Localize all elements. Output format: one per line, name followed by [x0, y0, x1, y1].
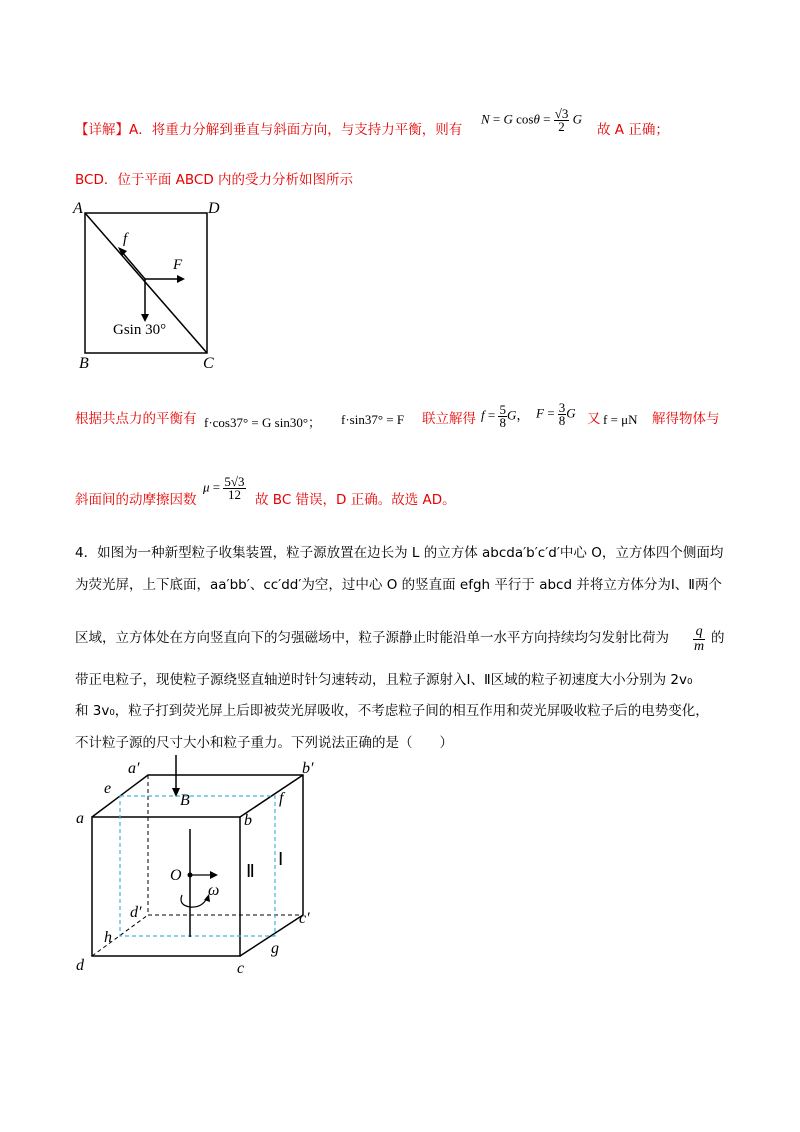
- q4-line-6: 不计粒子源的尺寸大小和粒子重力。下列说法正确的是（ ）: [75, 735, 453, 751]
- detail-line4-lead: 斜面间的动摩擦因数: [75, 492, 197, 508]
- detail-line3-tail: 解得物体与: [652, 411, 720, 427]
- ratio-q-over-m: [693, 625, 705, 654]
- eq-friction-law: f = μN: [603, 412, 638, 427]
- friction-arrow: [122, 252, 145, 279]
- label-a: A: [73, 200, 83, 217]
- emission-arrowhead: [210, 871, 218, 879]
- detail-line1-tail: 故 A 正确；: [597, 122, 669, 138]
- label-e: e: [104, 780, 112, 797]
- cube-diagram: [60, 755, 330, 980]
- label-h: h: [104, 929, 112, 946]
- formula-normal-force: N = G cosθ = $\frac{√3}{2}$ G: [481, 106, 583, 134]
- force-f-arrowhead: [177, 275, 185, 283]
- force-diagram: [65, 195, 235, 375]
- label-b-field: B: [180, 792, 190, 809]
- eq-f-solution: f = $\frac{5}{8}$ G，: [481, 402, 530, 430]
- label-f: f: [279, 790, 284, 807]
- label-f-large: F: [173, 257, 183, 273]
- ratio-den: m: [694, 639, 705, 654]
- detail-bracket: 【详解】: [75, 122, 129, 138]
- gravity-arrowhead: [141, 314, 149, 322]
- detail-line-1: [75, 120, 462, 140]
- label-gsin30: Gsin 30°: [113, 322, 167, 338]
- q4-line-5: 和 3v₀，粒子打到荧光屏上后即被荧光屏吸收，不考虑粒子间的相互作用和荧光屏吸收粒子后的电势变化，: [75, 703, 709, 719]
- label-c: C: [203, 355, 214, 372]
- detail-line3-mid: 联立解得: [422, 411, 476, 427]
- cube-top-back-edges: [92, 775, 303, 867]
- eq-mu-result: μ = $\frac{5√3}{12}$: [203, 474, 245, 502]
- q4-line-4: 带正电粒子，现使粒子源绕竖直轴逆时针匀速转动，且粒子源射入Ⅰ、Ⅱ区域的粒子初速度大小分别为 2v₀: [75, 672, 693, 688]
- detail-line1-lead: A．将重力分解到垂直与斜面方向，与支持力平衡，则有: [129, 122, 463, 138]
- label-a: a: [76, 810, 84, 827]
- detail-line3-mid2: 又: [587, 411, 601, 427]
- rotation-arc: [181, 895, 207, 907]
- q4-ratio-tail: 的: [711, 630, 725, 646]
- label-region-ii: Ⅱ: [246, 861, 255, 881]
- detail-line-2: BCD．位于平面 ABCD 内的受力分析如图所示: [75, 172, 354, 188]
- label-d: d: [76, 957, 84, 974]
- label-bprime: b′: [302, 760, 314, 777]
- label-aprime: a′: [128, 760, 140, 777]
- q4-line-1: 4．如图为一种新型粒子收集装置，粒子源放置在边长为 L 的立方体 abcda′b′c′d′中心 O，立方体四个侧面均: [75, 545, 724, 561]
- detail-line4-tail: 故 BC 错误，D 正确。故选 AD。: [255, 492, 456, 508]
- q4-line-2: 为荧光屏，上下底面，aa′bb′、cc′dd′为空，过中心 O 的竖直面 efgh 平行于 abcd 并将立方体分为Ⅰ、Ⅱ两个: [75, 577, 722, 593]
- label-c: c: [237, 960, 245, 977]
- label-o: O: [170, 867, 182, 884]
- ratio-num: q: [693, 625, 705, 640]
- label-b: b: [244, 812, 252, 829]
- label-region-i: Ⅰ: [278, 849, 284, 869]
- eq-balance-1: f·cos37° = G sin30°；: [204, 415, 322, 430]
- label-g: g: [271, 940, 279, 957]
- q4-line-3: 区域，立方体处在方向竖直向下的匀强磁场中，粒子源静止时能沿单一水平方向持续均匀发射比荷为: [75, 630, 669, 646]
- detail-line3-lead: 根据共点力的平衡有: [75, 411, 197, 427]
- label-omega: ω: [208, 882, 220, 899]
- label-f-small: f: [123, 231, 128, 247]
- label-cprime: c′: [299, 910, 310, 927]
- eq-balance-2: f·sin37° = F: [341, 412, 405, 427]
- eq-F-solution: F = $\frac{3}{8}$ G: [536, 400, 576, 428]
- label-b: B: [79, 355, 89, 372]
- label-d: D: [208, 200, 220, 217]
- label-dprime: d′: [130, 904, 142, 921]
